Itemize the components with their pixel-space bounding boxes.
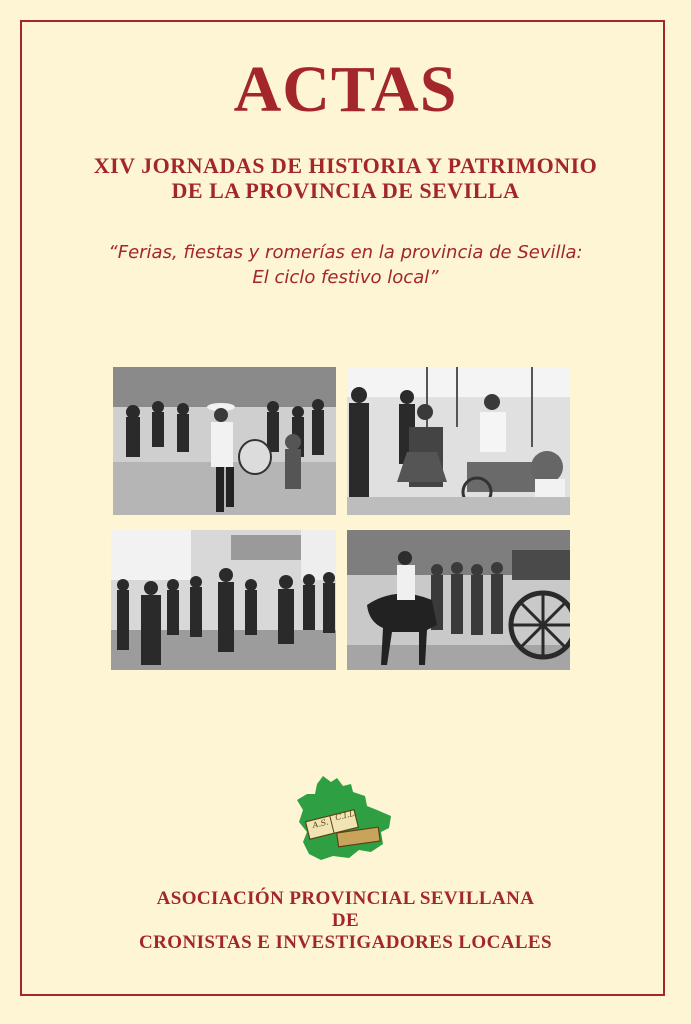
association-logo (293, 772, 393, 862)
quote-line-2: El ciclo festivo local” (252, 267, 439, 288)
logo-lettering: A.S. (311, 817, 330, 831)
footer-line-1: ASOCIACIÓN PROVINCIAL SEVILLANA (156, 888, 535, 909)
footer-line-2: DE (331, 910, 360, 931)
footer-line-3: CRONISTAS E INVESTIGADORES LOCALES (139, 932, 552, 953)
page-title: ACTAS (233, 53, 458, 126)
photo-horseman-ox-cart (347, 530, 570, 670)
publisher-name (0, 888, 691, 954)
photo-street-procession (111, 530, 336, 670)
quote-line-1: “Ferias, fiestas y romerías en la provincia de Sevilla: (108, 242, 583, 263)
svg-text:C.I.L.: C.I.L. (334, 808, 358, 823)
subtitle (0, 153, 691, 203)
theme-quote (0, 240, 691, 290)
subtitle-line-1: XIV JORNADAS DE HISTORIA Y PATRIMONIO (93, 153, 598, 178)
photo-crowd-drummer (113, 367, 336, 515)
photo-children-cart (347, 367, 570, 515)
subtitle-line-2: DE LA PROVINCIA DE SEVILLA (171, 178, 520, 203)
